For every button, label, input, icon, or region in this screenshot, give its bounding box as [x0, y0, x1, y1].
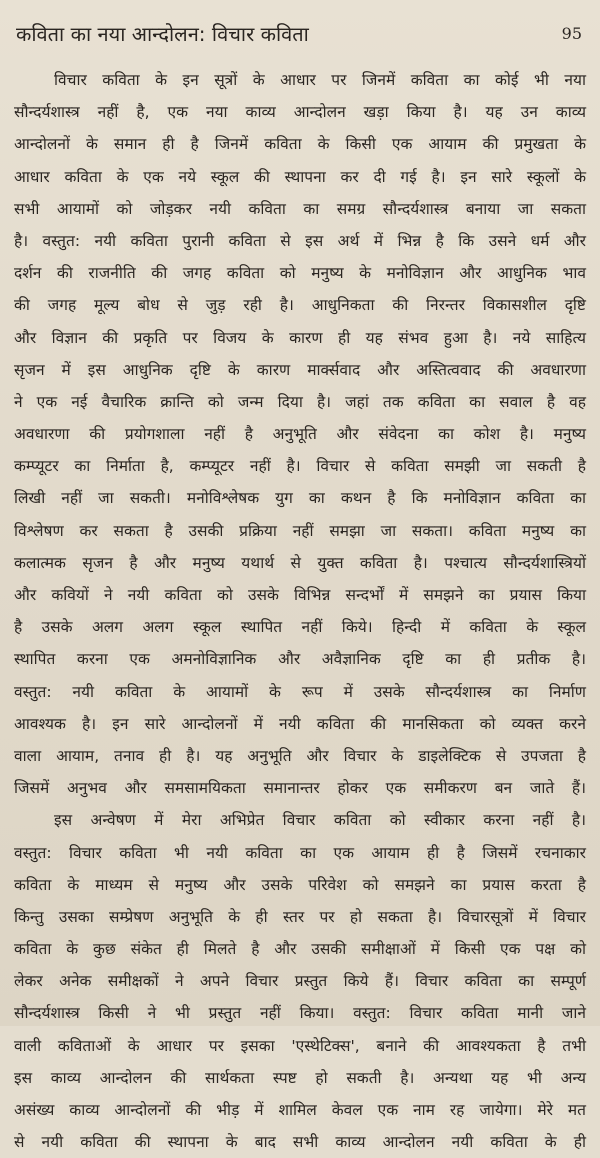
text-line: असंख्य काव्य आन्दोलनों की भीड़ में शामिल केवल एक नाम रह जायेगा। मेरे मत — [14, 1101, 586, 1119]
page-number: 95 — [561, 24, 582, 43]
text-line: है। वस्तुत: नयी कविता पुरानी कविता से इस अर्थ में भिन्न है कि उसने धर्म और — [14, 231, 586, 250]
text-line: की जगह मूल्य बोध से जुड़ रही है। आधुनिकता की निरन्तर विकासशील दृष्टि — [14, 296, 586, 315]
text-line: वाली कविताओं के आधार पर इसका 'एस्थेटिक्स', बनाने की आवश्यकता है तभी — [14, 1036, 586, 1055]
text-line: लेकर अनेक समीक्षकों ने अपने विचार प्रस्तुत किये हैं। विचार कविता का सम्पूर्ण — [14, 972, 586, 991]
text-line: है उसके अलग अलग स्कूल स्थापित नहीं किये। हिन्दी में कविता के स्कूल — [14, 618, 586, 637]
paragraph-1 — [14, 64, 586, 804]
text-line: और कवियों ने नयी कविता को उसके विभिन्न सन्दर्भों में समझने का प्रयास किया — [14, 586, 586, 604]
text-line: विश्लेषण कर सकता है उसकी प्रक्रिया नहीं समझा जा सकता। कविता मनुष्य का — [14, 521, 586, 540]
text-line: सृजन में इस आधुनिक दृष्टि के कारण मार्क्सवाद और अस्तित्ववाद की अवधारणा — [14, 360, 586, 379]
text-line: आवश्यक है। इन सारे आन्दोलनों में नयी कविता की मानसिकता को व्यक्त करने — [14, 714, 586, 733]
text-line: स्थापित करना एक अमनोविज्ञानिक और अवैज्ञानिक दृष्टि का ही प्रतीक है। — [14, 650, 586, 669]
text-line: आन्दोलनों के समान ही है जिनमें कविता के किसी एक आयाम की प्रमुखता के — [14, 135, 586, 154]
text-line: अवधारणा की प्रयोगशाला नहीं है अनुभूति और संवेदना का कोश है। मनुष्य — [14, 425, 586, 444]
paragraph-2 — [14, 804, 586, 1158]
text-line: सौन्दर्यशास्त्र नहीं है, एक नया काव्य आन्दोलन खड़ा किया है। यह उन काव्य — [14, 103, 586, 122]
text-line: और विज्ञान की प्रकृति पर विजय के कारण ही यह संभव हुआ है। नये साहित्य — [14, 328, 586, 347]
text-line: जिसमें अनुभव और समसामयिकता समानान्तर होकर एक समीकरण बन जाते हैं। — [14, 779, 586, 798]
text-line: वस्तुत: विचार कविता भी नयी कविता का एक आयाम ही है जिसमें रचनाकार — [14, 843, 586, 862]
text-line: लिखी नहीं जा सकती। मनोविश्लेषक युग का कथन है कि मनोविज्ञान कविता का — [14, 489, 586, 508]
text-line: आधार कविता के एक नये स्कूल की स्थापना कर दी गई है। इन सारे स्कूलों के — [14, 167, 586, 186]
text-line: कविता के कुछ संकेत ही मिलते है और उसकी समीक्षाओं में किसी एक पक्ष को — [14, 940, 586, 959]
running-header — [0, 0, 600, 60]
text-line: दर्शन की राजनीति की जगह कविता को मनुष्य के मनोविज्ञान और आधुनिक भाव — [14, 264, 586, 283]
text-line: वाला आयाम, तनाव ही है। यह अनुभूति और विचार के डाइलेक्टिक से उपजता है — [14, 746, 586, 765]
text-line: विचार कविता के इन सूत्रों के आधार पर जिनमें कविता का कोई भी नया — [54, 71, 586, 89]
text-line: कम्प्यूटर का निर्माता है, कम्प्यूटर नहीं है। विचार से कविता समझी जा सकती है — [14, 457, 586, 476]
text-line: सौन्दर्यशास्त्र किसी ने भी प्रस्तुत नहीं किया। वस्तुत: विचार कविता मानी जाने — [14, 1004, 586, 1023]
text-line: कविता के माध्यम से मनुष्य और उसके परिवेश को समझने का प्रयास करता है — [14, 875, 586, 894]
text-line: वस्तुत: नयी कविता के आयामों के रूप में उसके सौन्दर्यशास्त्र का निर्माण — [14, 682, 586, 701]
body-text — [14, 64, 586, 1158]
text-line: ने एक नई वैचारिक क्रान्ति को जन्म दिया है। जहां तक कविता का सवाल है वह — [14, 392, 586, 411]
running-title: कविता का नया आन्दोलन: विचार कविता — [16, 22, 309, 46]
text-line: इस अन्वेषण में मेरा अभिप्रेत विचार कविता को स्वीकार करना नहीं है। — [54, 811, 586, 830]
text-line: इस काव्य आन्दोलन की सार्थकता स्पष्ट हो सकती है। अन्यथा यह भी अन्य — [14, 1068, 586, 1087]
text-line: किन्तु उसका सम्प्रेषण अनुभूति के ही स्तर पर हो सकता है। विचारसूत्रों में विचार — [14, 907, 586, 926]
text-line: से नयी कविता की स्थापना के बाद सभी काव्य आन्दोलन नयी कविता के ही — [14, 1133, 586, 1152]
text-line: सभी आयामों को जोड़कर नयी कविता का समग्र सौन्दर्यशास्त्र बनाया जा सकता — [14, 199, 586, 218]
text-line: कलात्मक सृजन है और मनुष्य यथार्थ से युक्त कविता है। पश्चात्य सौन्दर्यशास्त्रियों — [14, 553, 586, 572]
